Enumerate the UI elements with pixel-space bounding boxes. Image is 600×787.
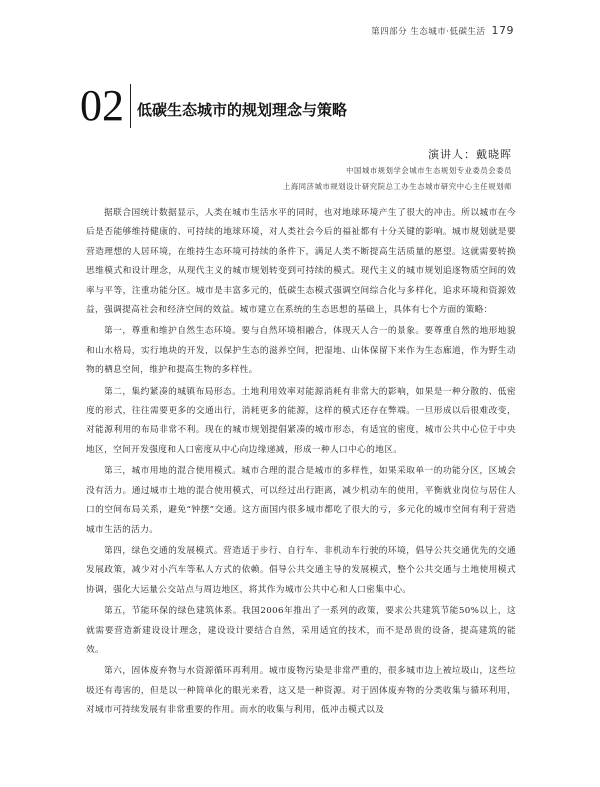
speaker-affiliation: 上海同济城市规划设计研究院总工办生态城市研究中心主任规划师 [282,182,512,191]
speaker-name: 演讲人：戴晓晖 [428,148,512,161]
chapter-title: 低碳生态城市的规划理念与策略 [137,100,348,119]
page-number: 179 [491,24,514,37]
running-title: 第四部分 生态城市·低碳生活 [371,27,486,37]
chapter-number: 02 [80,81,124,130]
paragraph-intro: 据联合国统计数据显示，人类在城市生活水平的同时，也对地球环境产生了很大的冲击。所以城市在今后是否能够维持健康的、可持续的地球环境，对人类社会今后的福祉都有十分关键的影响。城市规划就是要营造理想的人居环境，在维持生态环境可持续的条件下，满足人类不断提高生活质量的愿望。这就需要转换思维模式和设计理念，从现代主义的城市规划转变到可持续的模式。现代主义的城市规划追逐物质空间的效率与平等，注重功能分区。城市是丰富多元的，低碳生态模式强调空间综合化与多样化，追求环境和资源效益，强调提高社会和经济空间的效益。城市建立在系统的生态思想的基础上，具体有七个方面的策略： [86,208,516,316]
running-header [371,24,514,37]
chapter-divider [130,84,131,128]
paragraph-strategy-3: 第三，城市用地的混合使用模式。城市合理的混合是城市的多样性，如果采取单一的功能分区，区域会没有活力。通过城市土地的混合使用模式，可以经过出行距离，减少机动车的使用，平衡就业岗位与居住人口的空间布局关系，避免“钟摆”交通。这方面国内很多城市都吃了很大的亏，多元化的城市空间有利于营造城市生活的活力。 [86,466,516,535]
paragraph-strategy-2: 第二，集约紧凑的城镇布局形态。土地利用效率对能源消耗有非常大的影响，如果是一种分散的、低密度的形式，往往需要更多的交通出行，消耗更多的能源，这样的模式还存在弊端。一旦形成以后很难改变，对能源利用的布局非常不利。现在的城市规划提倡紧凑的城市形态，有适宜的密度，城市公共中心位于中央地区，空间开发强度和人口密度从中心向边缘递减，形成一种人口中心的地区。 [86,386,516,455]
article-body [86,204,516,721]
speaker-affiliation: 中国城市规划学会城市生态规划专业委员会委员 [346,166,512,175]
chapter-heading [80,81,348,130]
paragraph-strategy-6: 第六，固体废弃物与水资源循环再利用。城市废物污染是非常严重的，很多城市边上被垃圾山，这些垃圾还有毒害的，但是以一种简单化的眼光来看，这又是一种资源。对于固体废弃物的分类收集与循环利用，对城市可持续发展有非常重要的作用。而水的收集与利用，低冲击模式以及 [86,666,516,716]
paragraph-strategy-4: 第四，绿色交通的发展模式。营造适于步行、自行车、非机动车行驶的环境，倡导公共交通优先的交通发展政策，减少对小汽车等私人方式的依赖。倡导公共交通主导的发展模式，整个公共交通与土地使用模式协调，强化大运量公交站点与周边地区，将其作为城市公共中心和人口密集中心。 [86,545,516,595]
paragraph-strategy-1: 第一，尊重和维护自然生态环境。要与自然环境相融合，体现天人合一的景象。要尊重自然的地形地貌和山水格局，实行地块的开发，以保护生态的滋养空间，把湿地、山体保留下来作为生态廊道，作为野生动物的栖息空间，维护和提高生物的多样性。 [86,326,516,376]
paragraph-strategy-5: 第五，节能环保的绿色建筑体系。我国2006年推出了一系列的政策，要求公共建筑节能50%以上，这就需要营造新建设设计理念，建设设计要结合自然，采用适宜的技术，而不是昂贵的设备，提高建筑的能效。 [86,606,516,655]
